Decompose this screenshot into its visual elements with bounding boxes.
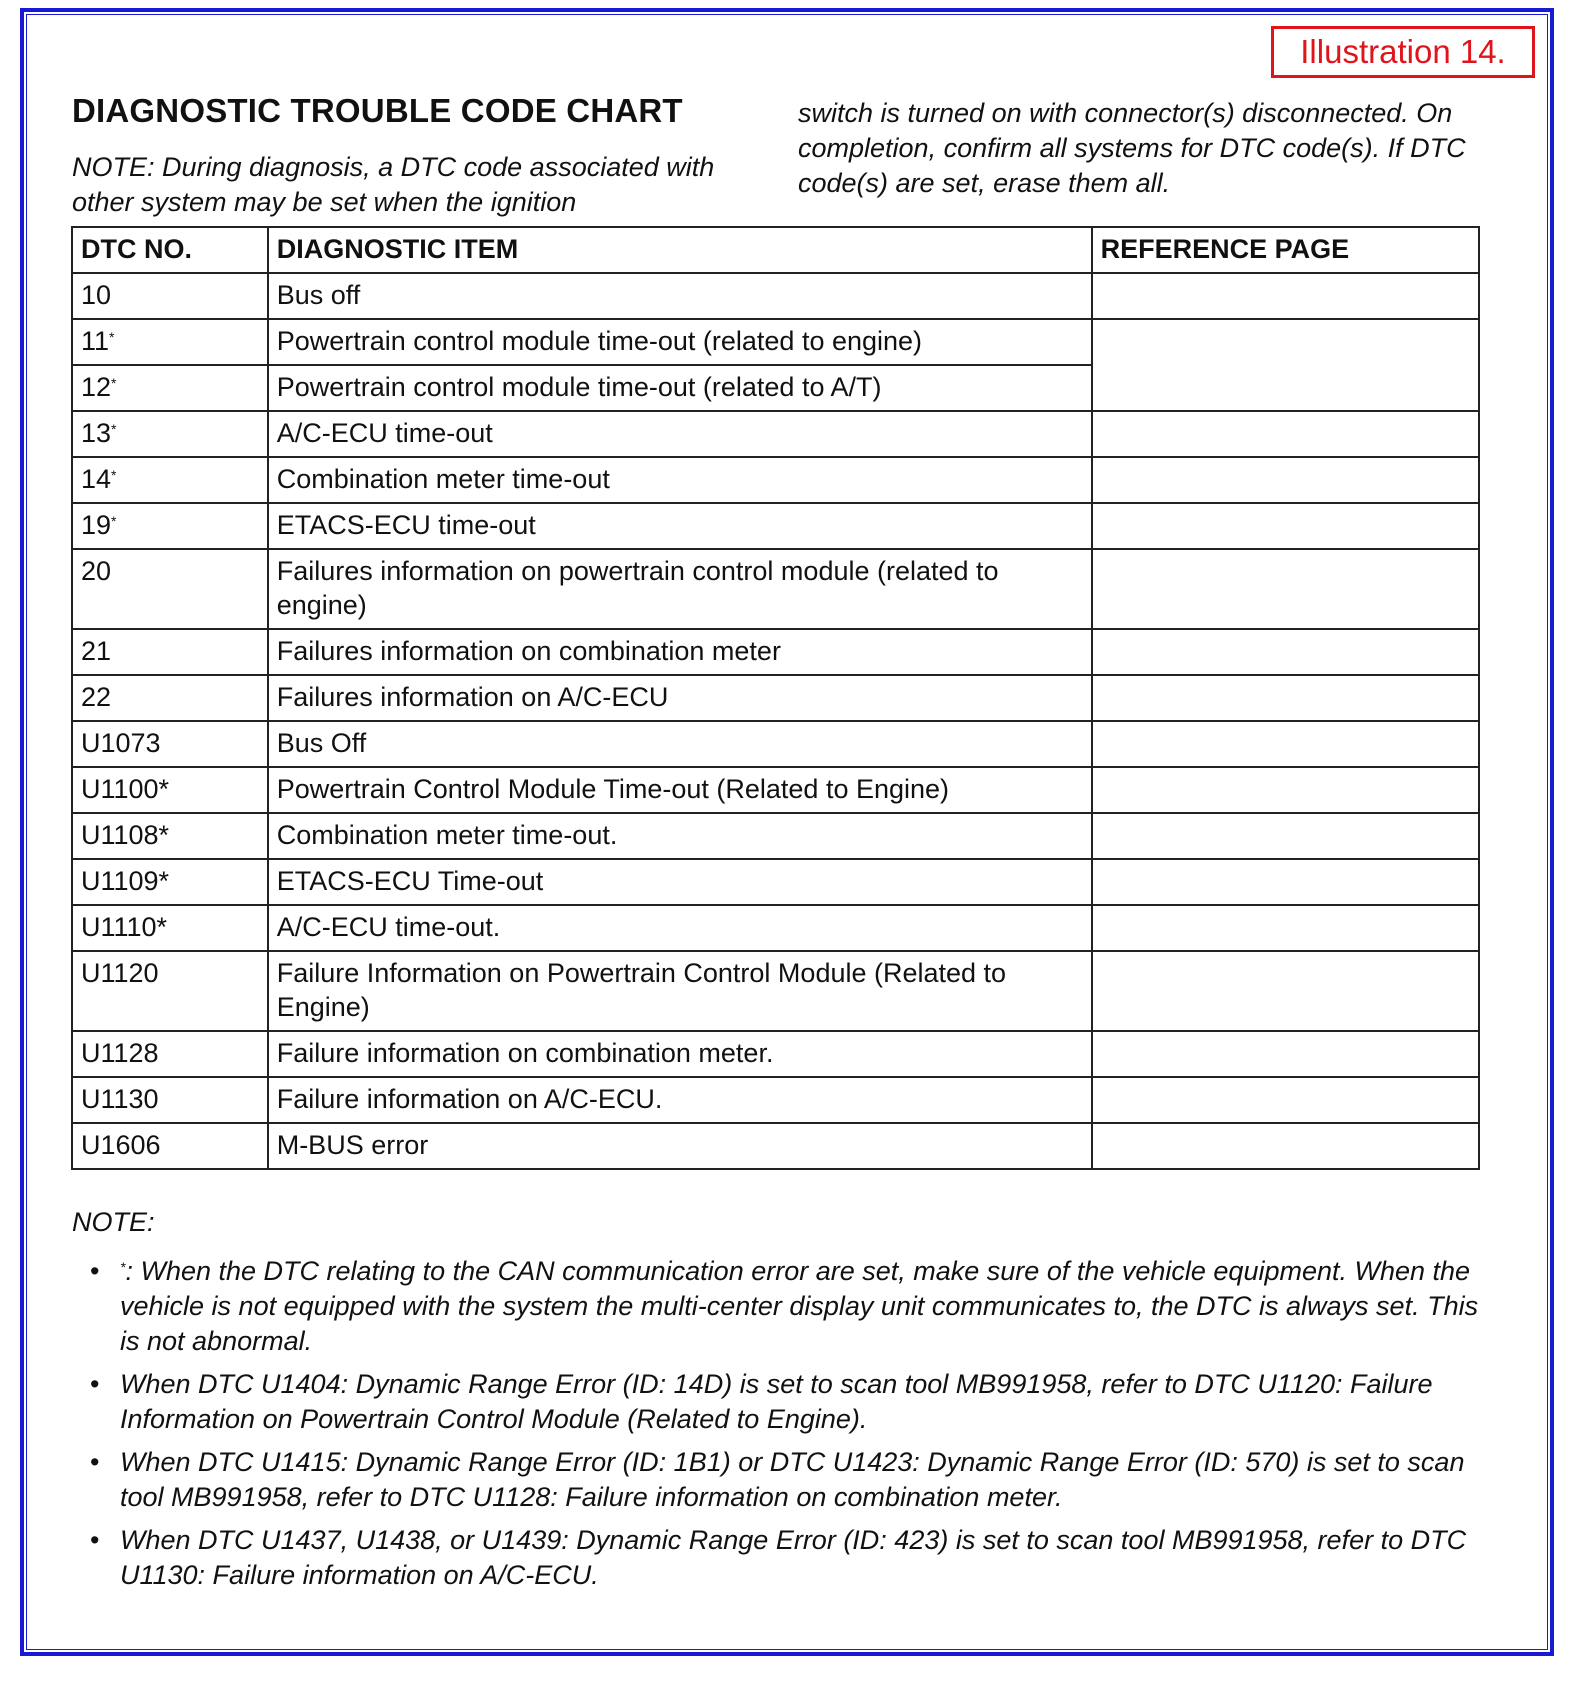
dtc-code-text: 19 xyxy=(81,510,112,540)
table-row xyxy=(72,503,1479,549)
dtc-code xyxy=(72,675,268,721)
reference-page xyxy=(1092,629,1479,675)
dtc-code-text: U1128 xyxy=(81,1038,159,1068)
diagnostic-item: Failure information on A/C-ECU. xyxy=(268,1077,1092,1123)
note-text: When DTC U1404: Dynamic Range Error (ID: 14D) is set to scan tool MB991958, refer to DTC U1120: Failure Information on Powertrain Control Module (Related to Engine). xyxy=(120,1369,1433,1434)
dtc-code xyxy=(72,503,268,549)
dtc-code xyxy=(72,411,268,457)
note-text: When DTC U1415: Dynamic Range Error (ID: 1B1) or DTC U1423: Dynamic Range Error (ID: 570) is set to scan tool MB991958, refer to DTC U1128: Failure information on combination meter. xyxy=(120,1447,1465,1512)
dtc-code xyxy=(72,721,268,767)
dtc-code-text: 21 xyxy=(81,636,112,666)
intro-note-left: NOTE: During diagnosis, a DTC code associated with other system may be set when the ignition xyxy=(72,152,715,217)
diagnostic-item: Failures information on A/C-ECU xyxy=(268,675,1092,721)
asterisk-mark: * xyxy=(109,329,115,345)
table-row xyxy=(72,629,1479,675)
diagnostic-item: Failure Information on Powertrain Control Module (Related to Engine) xyxy=(268,951,1092,1031)
bullet-icon: • xyxy=(90,1525,100,1555)
reference-page xyxy=(1092,767,1479,813)
dtc-code-text: 20 xyxy=(81,556,112,586)
table-row xyxy=(72,813,1479,859)
dtc-code-text: U1100* xyxy=(81,774,170,804)
diagnostic-item: A/C-ECU time-out. xyxy=(268,905,1092,951)
diagnostic-item: Powertrain control module time-out (related to A/T) xyxy=(268,365,1092,411)
dtc-code xyxy=(72,1077,268,1123)
asterisk-mark: * xyxy=(111,421,117,437)
dtc-code xyxy=(72,319,268,365)
illustration-label: Illustration 14. xyxy=(1271,26,1535,78)
table-row xyxy=(72,549,1479,629)
header-reference-page: REFERENCE PAGE xyxy=(1092,227,1479,273)
bullet-icon: • xyxy=(90,1369,100,1399)
diagnostic-item: ETACS-ECU time-out xyxy=(268,503,1092,549)
intro-note-right: switch is turned on with connector(s) disconnected. On completion, confirm all systems for DTC code(s). If DTC code(s) are set, erase them all. xyxy=(798,98,1466,198)
diagnostic-item: Failures information on powertrain control module (related to engine) xyxy=(268,549,1092,629)
table-row xyxy=(72,675,1479,721)
dtc-code xyxy=(72,905,268,951)
dtc-code-text: U1108* xyxy=(81,820,170,850)
dtc-code xyxy=(72,767,268,813)
diagnostic-item: Bus off xyxy=(268,273,1092,319)
diagnostic-item: M-BUS error xyxy=(268,1123,1092,1169)
reference-page xyxy=(1092,1031,1479,1077)
header-dtc-no: DTC NO. xyxy=(72,227,268,273)
bullet-icon: • xyxy=(90,1447,100,1477)
page-title: DIAGNOSTIC TROUBLE CODE CHART xyxy=(72,92,683,129)
table-row xyxy=(72,859,1479,905)
table-row xyxy=(72,411,1479,457)
notes-list xyxy=(72,1254,1492,1593)
reference-page xyxy=(1092,1123,1479,1169)
notes-heading: NOTE: xyxy=(72,1207,155,1237)
reference-page xyxy=(1092,905,1479,951)
note-item xyxy=(72,1254,1492,1359)
reference-page xyxy=(1092,1077,1479,1123)
dtc-code xyxy=(72,1123,268,1169)
table-row xyxy=(72,1077,1479,1123)
dtc-code-text: 14 xyxy=(81,464,112,494)
note-item xyxy=(72,1445,1492,1515)
diagnostic-item: Powertrain Control Module Time-out (Related to Engine) xyxy=(268,767,1092,813)
header-diagnostic-item: DIAGNOSTIC ITEM xyxy=(268,227,1092,273)
diagnostic-item: A/C-ECU time-out xyxy=(268,411,1092,457)
diagnostic-item: Combination meter time-out. xyxy=(268,813,1092,859)
table-row xyxy=(72,905,1479,951)
asterisk-mark: * xyxy=(111,513,117,529)
note-text: When DTC U1437, U1438, or U1439: Dynamic Range Error (ID: 423) is set to scan tool MB991958, refer to DTC U1130: Failure information on A/C-ECU. xyxy=(120,1525,1467,1590)
reference-page xyxy=(1092,457,1479,503)
dtc-code xyxy=(72,273,268,319)
dtc-code-text: U1120 xyxy=(81,958,159,988)
dtc-code xyxy=(72,457,268,503)
asterisk-mark: * xyxy=(111,375,117,391)
reference-page xyxy=(1092,503,1479,549)
dtc-code xyxy=(72,951,268,1031)
notes-section xyxy=(72,1205,1492,1601)
dtc-code xyxy=(72,549,268,629)
note-item xyxy=(72,1523,1492,1593)
dtc-code-text: U1130 xyxy=(81,1084,159,1114)
reference-page xyxy=(1092,813,1479,859)
diagnostic-item: Bus Off xyxy=(268,721,1092,767)
table-row xyxy=(72,721,1479,767)
table-row xyxy=(72,951,1479,1031)
diagnostic-item: Failures information on combination meter xyxy=(268,629,1092,675)
bullet-icon: • xyxy=(90,1256,100,1286)
dtc-code-text: U1110* xyxy=(81,912,168,942)
dtc-code xyxy=(72,629,268,675)
reference-page xyxy=(1092,411,1479,457)
table-row xyxy=(72,319,1479,365)
dtc-code xyxy=(72,813,268,859)
dtc-code xyxy=(72,365,268,411)
asterisk-mark: * xyxy=(120,1259,126,1275)
dtc-code-text: 10 xyxy=(81,280,112,310)
diagnostic-item: Failure information on combination meter. xyxy=(268,1031,1092,1077)
dtc-code-text: 13 xyxy=(81,418,112,448)
dtc-code-text: U1109* xyxy=(81,866,170,896)
table-header-row xyxy=(72,227,1479,273)
reference-page xyxy=(1092,273,1479,319)
asterisk-mark: * xyxy=(111,467,117,483)
table-row xyxy=(72,273,1479,319)
reference-page xyxy=(1092,319,1479,411)
reference-page xyxy=(1092,675,1479,721)
dtc-code xyxy=(72,859,268,905)
diagnostic-item: Combination meter time-out xyxy=(268,457,1092,503)
note-text: : When the DTC relating to the CAN communication error are set, make sure of the vehicle equipment. When the vehicle is not equipped with the system the multi-center display unit communicates to, the DTC is always set. This is not abnormal. xyxy=(120,1256,1479,1356)
diagnostic-item: ETACS-ECU Time-out xyxy=(268,859,1092,905)
reference-page xyxy=(1092,951,1479,1031)
note-item xyxy=(72,1367,1492,1437)
diagnostic-item: Powertrain control module time-out (related to engine) xyxy=(268,319,1092,365)
reference-page xyxy=(1092,549,1479,629)
table-row xyxy=(72,457,1479,503)
dtc-code-text: 11 xyxy=(81,326,110,356)
reference-page xyxy=(1092,859,1479,905)
dtc-code xyxy=(72,1031,268,1077)
table-row xyxy=(72,1123,1479,1169)
dtc-code-text: 12 xyxy=(81,372,112,402)
dtc-code-text: U1606 xyxy=(81,1130,161,1160)
dtc-code-text: 22 xyxy=(81,682,112,712)
reference-page xyxy=(1092,721,1479,767)
table-row xyxy=(72,767,1479,813)
table-row xyxy=(72,1031,1479,1077)
dtc-code-text: U1073 xyxy=(81,728,161,758)
dtc-table xyxy=(71,226,1480,1170)
